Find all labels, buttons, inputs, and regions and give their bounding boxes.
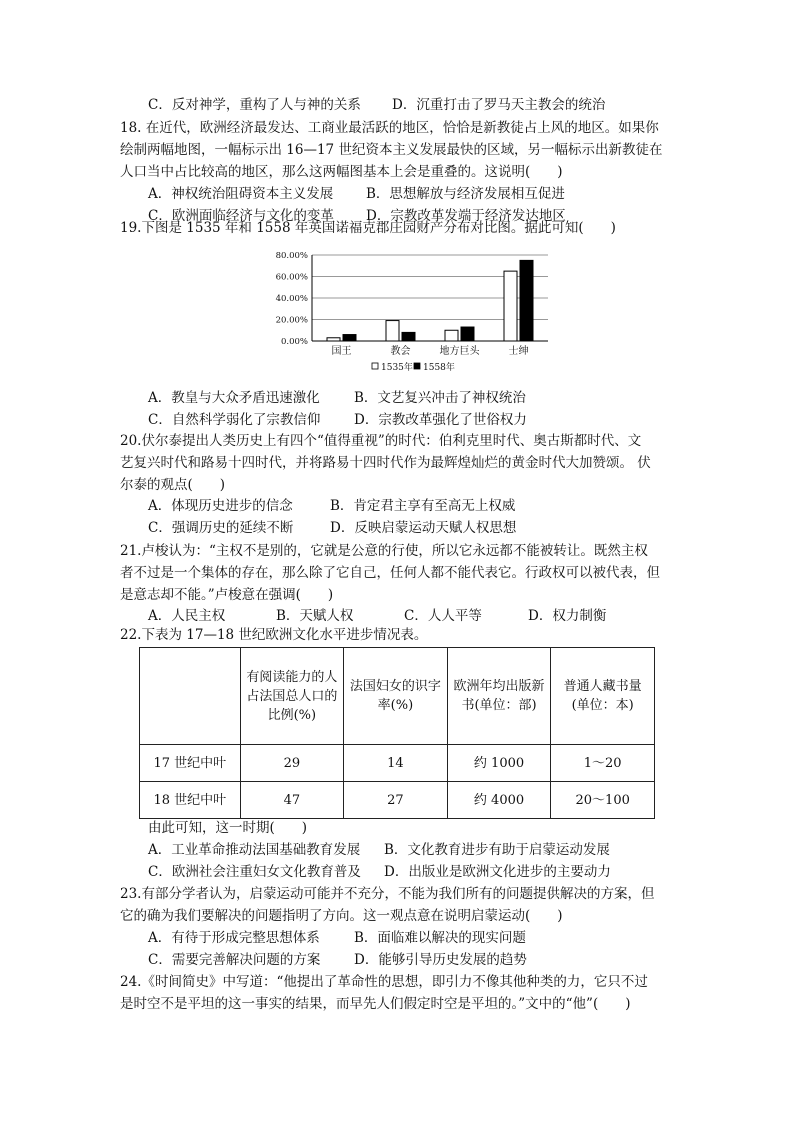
q24-stem-line-1: 24.《时间简史》中写道：“他提出了革命性的思想，即引力不像其他种类的力，它只不过 bbox=[120, 974, 648, 990]
table-header-cell bbox=[140, 648, 241, 745]
q20-option-c[interactable]: C．强调历史的延续不断 bbox=[148, 520, 294, 536]
chart-y-tick-label: 80.00% bbox=[275, 251, 308, 261]
q21-stem-line-2: 者不过是一个集体的存在，那么除了它自己，任何人都不能代表它。行政权可以被代表，但 bbox=[120, 565, 660, 581]
q21-option-a[interactable]: A．人民主权 bbox=[148, 608, 226, 624]
chart-y-tick-label: 60.00% bbox=[275, 272, 308, 283]
q18-stem-line-1: 18. 在近代，欧洲经济最发达、工商业最活跃的地区，恰恰是新教徒占上风的地区。如果你 bbox=[120, 120, 659, 136]
chart-bar-1535年-地方巨头 bbox=[445, 330, 458, 341]
q22-option-c[interactable]: C．欧洲社会注重妇女文化教育普及 bbox=[148, 864, 361, 880]
q22-stem: 22.下表为 17—18 世纪欧洲文化水平进步情况表。 bbox=[120, 627, 428, 643]
chart-bar-1558年-地方巨头 bbox=[461, 327, 474, 341]
chart-legend-label: 1558年 bbox=[423, 363, 455, 373]
q19-option-d[interactable]: D．宗教改革强化了世俗权力 bbox=[354, 412, 527, 428]
table-cell: 29 bbox=[240, 745, 344, 782]
chart-x-axis bbox=[332, 344, 529, 357]
q17-option-c[interactable]: C．反对神学，重构了人与神的关系 bbox=[148, 97, 361, 113]
q19-option-b[interactable]: B．文艺复兴冲击了神权统治 bbox=[354, 390, 526, 406]
q18-option-a[interactable]: A．神权统治阻碍资本主义发展 bbox=[148, 186, 334, 202]
chart-y-tick-label: 40.00% bbox=[275, 294, 308, 304]
table-row bbox=[140, 745, 655, 782]
q21-stem-line-1: 21.卢梭认为：“主权不是别的，它就是公意的行使，所以它永远都不能被转让。既然主权 bbox=[120, 543, 648, 559]
chart-x-tick-label: 国王 bbox=[331, 346, 352, 357]
table-header-row bbox=[140, 648, 655, 745]
chart-bar-1535年-国王 bbox=[327, 338, 340, 341]
q22-option-b[interactable]: B．文化教育进步有助于启蒙运动发展 bbox=[384, 842, 610, 858]
q22-option-d[interactable]: D．出版业是欧洲文化进步的主要动力 bbox=[384, 864, 611, 880]
table-cell: 20～100 bbox=[551, 782, 655, 819]
chart-bar-1558年-教会 bbox=[402, 332, 415, 341]
table-cell: 约 1000 bbox=[447, 745, 551, 782]
q18-stem-line-2: 绘制两幅地图，一幅标示出 16—17 世纪资本主义发展最快的区域，另一幅标示出新教徒在 bbox=[120, 142, 663, 158]
q23-option-d[interactable]: D．能够引导历史发展的趋势 bbox=[354, 952, 527, 968]
table-header-cell: 有阅读能力的人占法国总人口的比例(%) bbox=[240, 648, 344, 745]
q18-stem-line-3: 人口当中占比较高的地区，那么这两幅图基本上会是重叠的。这说明( ) bbox=[120, 164, 563, 180]
q20-stem-line-1: 20.伏尔泰提出人类历史上有四个“值得重视”的时代：伯利克里时代、奥古斯都时代、文 bbox=[120, 433, 642, 449]
table-cell: 27 bbox=[344, 782, 448, 819]
q18-option-d[interactable]: D．宗教改革发端于经济发达地区 bbox=[366, 208, 566, 224]
q24-stem-line-2: 是时空不是平坦的这一事实的结果，而早先人们假定时空是平坦的。”文中的“他”( ) bbox=[120, 996, 631, 1012]
chart-legend-swatch bbox=[414, 363, 420, 369]
chart-x-tick-label: 士绅 bbox=[508, 346, 529, 357]
chart-legend-swatch bbox=[372, 363, 378, 369]
chart-bar-1535年-教会 bbox=[386, 321, 399, 341]
q23-stem-line-1: 23.有部分学者认为，启蒙运动可能并不充分，不能为我们所有的问题提供解决的方案，但 bbox=[120, 886, 655, 902]
q20-option-b[interactable]: B．肯定君主享有至高无上权威 bbox=[330, 498, 516, 514]
q21-option-d[interactable]: D．权力制衡 bbox=[528, 608, 607, 624]
chart-bars bbox=[327, 260, 533, 341]
q22-question-line: 由此可知，这一时期( ) bbox=[148, 820, 308, 836]
q18-option-b[interactable]: B．思想解放与经济发展相互促进 bbox=[366, 186, 565, 202]
culture-progress-table bbox=[139, 647, 655, 819]
chart-bar-1535年-士绅 bbox=[504, 271, 517, 341]
chart-x-tick-label: 地方巨头 bbox=[439, 346, 480, 357]
q19-option-c[interactable]: C．自然科学弱化了宗教信仰 bbox=[148, 412, 321, 428]
q21-option-c[interactable]: C．人人平等 bbox=[404, 608, 482, 624]
estate-distribution-chart bbox=[268, 246, 558, 378]
q18-option-c[interactable]: C．欧洲面临经济与文化的变革 bbox=[148, 208, 334, 224]
table-cell: 1～20 bbox=[551, 745, 655, 782]
table-cell: 约 4000 bbox=[447, 782, 551, 819]
q23-stem-line-2: 它的确为我们要解决的问题指明了方向。这一观点意在说明启蒙运动( ) bbox=[120, 908, 563, 924]
table-header-cell: 欧洲年均出版新书(单位：部) bbox=[447, 648, 551, 745]
chart-legend-label: 1535年 bbox=[381, 363, 413, 373]
q17-option-d[interactable]: D．沉重打击了罗马天主教会的统治 bbox=[392, 97, 606, 113]
q20-option-d[interactable]: D．反映启蒙运动天赋人权思想 bbox=[330, 520, 517, 536]
chart-y-tick-label: 20.00% bbox=[275, 315, 308, 326]
q19-option-a[interactable]: A．教皇与大众矛盾迅速激化 bbox=[148, 390, 320, 406]
chart-x-tick-label: 教会 bbox=[390, 346, 411, 357]
chart-legend bbox=[372, 361, 455, 373]
chart-bar-1558年-士绅 bbox=[520, 260, 533, 341]
q21-stem-line-3: 是意志却不能。”卢梭意在强调( ) bbox=[120, 587, 334, 603]
q23-option-c[interactable]: C．需要完善解决问题的方案 bbox=[148, 952, 321, 968]
q23-option-a[interactable]: A．有待于形成完整思想体系 bbox=[148, 930, 320, 946]
q20-stem-line-3: 尔泰的观点( ) bbox=[120, 477, 226, 493]
q19-stem: 19.下图是 1535 年和 1558 年英国诺福克郡庄园财产分布对比图。据此可知( ) bbox=[120, 220, 616, 236]
table-row bbox=[140, 782, 655, 819]
table-header-cell: 法国妇女的识字率(%) bbox=[344, 648, 448, 745]
chart-bar-1558年-国王 bbox=[343, 335, 356, 341]
table-cell: 14 bbox=[344, 745, 448, 782]
q22-option-a[interactable]: A．工业革命推动法国基础教育发展 bbox=[148, 842, 361, 858]
chart-y-axis bbox=[276, 251, 312, 347]
q21-option-b[interactable]: B．天赋人权 bbox=[276, 608, 354, 624]
table-cell: 18 世纪中叶 bbox=[140, 782, 241, 819]
q20-option-a[interactable]: A．体现历史进步的信念 bbox=[148, 498, 293, 514]
q23-option-b[interactable]: B．面临难以解决的现实问题 bbox=[354, 930, 526, 946]
chart-y-tick-label: 0.00% bbox=[280, 337, 308, 347]
table-cell: 17 世纪中叶 bbox=[140, 745, 241, 782]
q20-stem-line-2: 艺复兴时代和路易十四时代，并将路易十四时代作为最辉煌灿烂的黄金时代大加赞颂。 伏 bbox=[120, 455, 651, 471]
table-header-cell: 普通人藏书量(单位：本) bbox=[551, 648, 655, 745]
table-cell: 47 bbox=[240, 782, 344, 819]
